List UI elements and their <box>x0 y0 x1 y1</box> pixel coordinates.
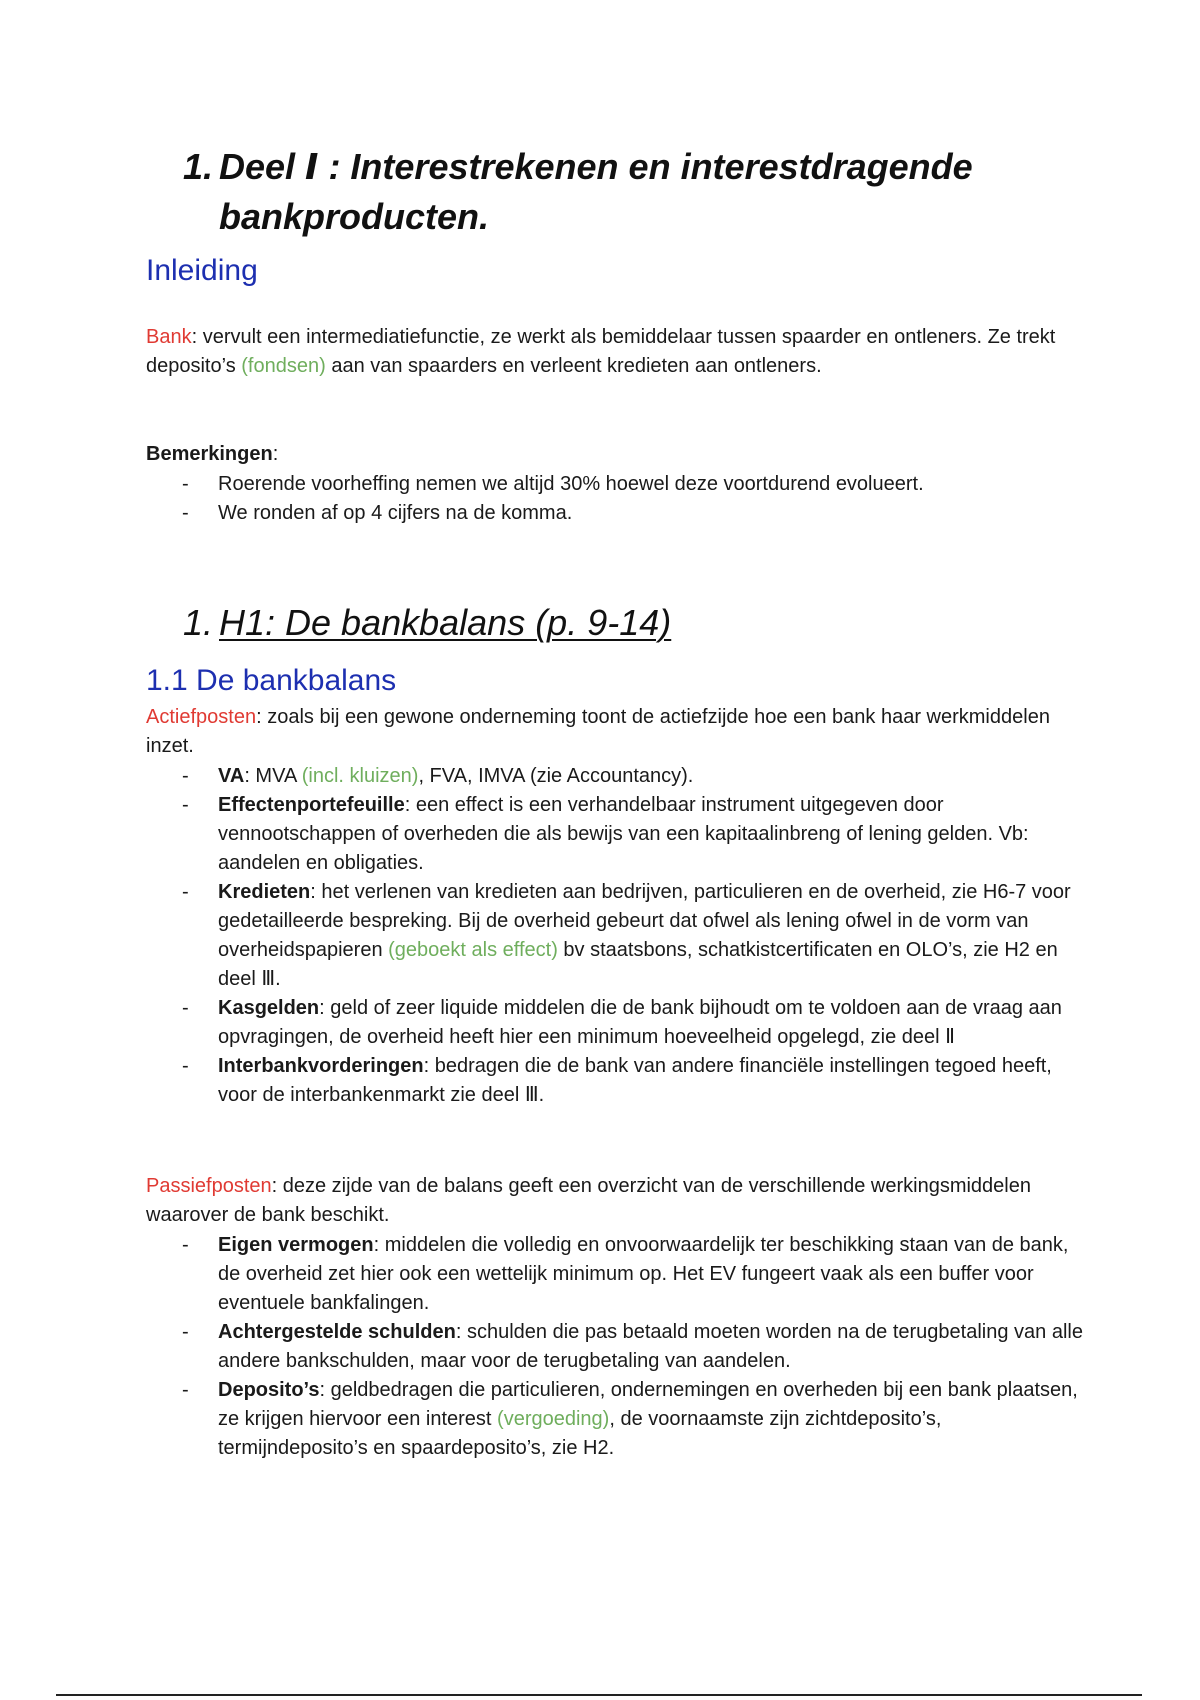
bemerkingen-list <box>146 470 1086 528</box>
list-item <box>146 1376 1086 1463</box>
list-item-text: Roerende voorheffing nemen we altijd 30% hoewel deze voortdurend evolueert. <box>218 473 924 495</box>
bullet-marker: - <box>182 997 189 1019</box>
actief-paragraph <box>146 703 1076 761</box>
actief-list <box>146 762 1086 1110</box>
bullet-marker: - <box>182 794 189 816</box>
inleiding-heading: Inleiding <box>146 254 258 287</box>
item-term: VA <box>218 765 245 787</box>
bank-term: Bank <box>146 326 192 348</box>
list-item <box>146 762 1086 791</box>
bemerkingen-colon: : <box>272 443 279 465</box>
bemerkingen-label <box>146 440 1076 469</box>
bemerkingen-term: Bemerkingen <box>146 443 273 465</box>
item-text-tail: bv staatsbons, schatkistcertificaten en OLO’s, zie H2 en deel Ⅲ. <box>218 939 1058 990</box>
item-text: : MVA <box>244 765 302 787</box>
item-text: : een effect is een verhandelbaar instrument uitgegeven door vennootschappen of overheden die als bewijs van een kapitaalinbreng of lening gelden. Vb: aandelen en obligaties. <box>218 794 1029 874</box>
bank-paragraph <box>146 323 1076 381</box>
list-item <box>146 1052 1086 1110</box>
passief-list <box>146 1231 1086 1463</box>
section-heading-1-1: 1.1 De bankbalans <box>146 664 397 697</box>
chapter-heading-text: H1: De bankbalans (p. 9-14) <box>219 602 672 643</box>
bullet-marker: - <box>182 1055 189 1077</box>
list-item <box>146 470 1086 499</box>
passief-text: : deze zijde van de balans geeft een overzicht van de verschillende werkingsmiddelen waarover de bank beschikt. <box>146 1175 1031 1226</box>
item-term: Deposito’s <box>218 1379 320 1401</box>
passief-term: Passiefposten <box>146 1175 272 1197</box>
bullet-marker: - <box>182 473 189 495</box>
item-note: (incl. kluizen) <box>301 765 419 787</box>
bullet-marker: - <box>182 765 189 787</box>
part-heading-number: 1. <box>183 146 214 187</box>
item-note: (vergoeding) <box>497 1408 610 1430</box>
item-term: Eigen vermogen <box>218 1234 374 1256</box>
chapter-heading-number: 1. <box>183 602 214 643</box>
part-heading-text: Deel Ⅰ : Interestrekenen en interestdragende bankproducten. <box>219 146 973 237</box>
bullet-marker: - <box>182 1379 189 1401</box>
item-term: Kredieten <box>218 881 311 903</box>
list-item-text: We ronden af op 4 cijfers na de komma. <box>218 502 573 524</box>
item-note: (geboekt als effect) <box>388 939 558 961</box>
item-term: Interbankvorderingen <box>218 1055 424 1077</box>
item-term: Kasgelden <box>218 997 320 1019</box>
bank-text-2: aan van spaarders en verleent kredieten aan ontleners. <box>325 355 822 377</box>
bank-text-1: : vervult een intermediatiefunctie, ze werkt als bemiddelaar tussen spaarder en ontleners. Ze trekt deposito’s <box>146 326 1056 377</box>
actief-text: : zoals bij een gewone onderneming toont de actiefzijde hoe een bank haar werkmiddelen inzet. <box>146 706 1050 757</box>
item-text: : geld of zeer liquide middelen die de bank bijhoudt om te voldoen aan de vraag aan opvragingen, de overheid heeft hier een minimum hoeveelheid opgelegd, zie deel Ⅱ <box>218 997 1062 1048</box>
part-heading <box>183 142 1083 242</box>
actief-term: Actiefposten <box>146 706 257 728</box>
list-item <box>146 499 1086 528</box>
bank-note: (fondsen) <box>241 355 326 377</box>
bullet-marker: - <box>182 1234 189 1256</box>
list-item <box>146 1231 1086 1318</box>
bullet-marker: - <box>182 502 189 524</box>
item-text-tail: , FVA, IMVA (zie Accountancy). <box>418 765 694 787</box>
item-text: : bedragen die de bank van andere financiële instellingen tegoed heeft, voor de interbankenmarkt zie deel Ⅲ. <box>218 1055 1052 1106</box>
item-text: : het verlenen van kredieten aan bedrijven, particulieren en de overheid, zie H6-7 voor gedetailleerde bespreking. Bij de overheid gebeurt dat ofwel als lening ofwel in de vorm van overheidspapieren <box>218 881 1071 961</box>
bottom-rule <box>56 1694 1142 1696</box>
list-item <box>146 994 1086 1052</box>
item-text: : schulden die pas betaald moeten worden na de terugbetaling van alle andere bankschulden, maar voor de terugbetaling van aandelen. <box>218 1321 1083 1372</box>
item-text-tail: , de voornaamste zijn zichtdeposito’s, termijndeposito’s en spaardeposito’s, zie H2. <box>218 1408 942 1459</box>
passief-paragraph <box>146 1172 1076 1230</box>
list-item <box>146 791 1086 878</box>
list-item <box>146 1318 1086 1376</box>
item-term: Effectenportefeuille <box>218 794 405 816</box>
bullet-marker: - <box>182 881 189 903</box>
chapter-heading <box>183 598 1083 648</box>
bullet-marker: - <box>182 1321 189 1343</box>
item-text: : geldbedragen die particulieren, ondernemingen en overheden bij een bank plaatsen, ze krijgen hiervoor een interest <box>218 1379 1078 1430</box>
item-text: : middelen die volledig en onvoorwaardelijk ter beschikking staan van de bank, de overheid zet hier ook een wettelijk minimum op. Het EV fungeert vaak als een buffer voor eventuele bankfalingen. <box>218 1234 1069 1314</box>
list-item <box>146 878 1086 994</box>
item-term: Achtergestelde schulden <box>218 1321 456 1343</box>
